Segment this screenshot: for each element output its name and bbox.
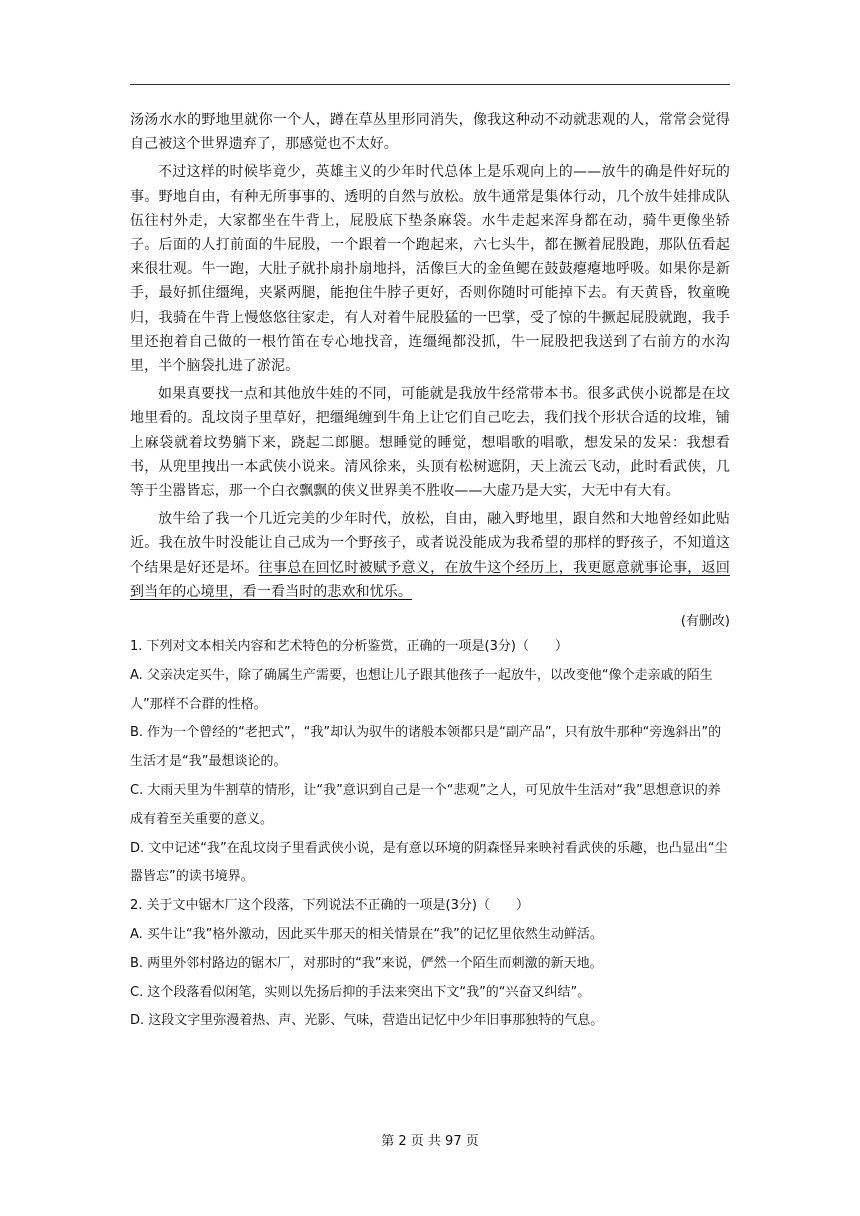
passage-paragraph-1: 汤汤水水的野地里就你一个人，蹲在草丛里形同消失，像我这种动不动就悲观的人，常常会觉得自己被这个世界遗弃了，那感觉也不太好。 (130, 112, 730, 153)
question-2-option-c: C. 这个段落看似闲笔，实则以先扬后抑的手法来突出下文“我”的“兴奋又纠结”。 (130, 984, 591, 1000)
question-1-stem: 1. 下列对文本相关内容和艺术特色的分析鉴赏，正确的一项是(3分)（ ） (130, 639, 568, 655)
question-2 (130, 892, 730, 1036)
question-1-option-a: A. 父亲决定买牛，除了确属生产需要，也想让儿子跟其他孩子一起放牛，以改变他“像个走亲戚的陌生人”那样不合群的性格。 (130, 667, 713, 712)
abridged-note: (有删改) (680, 614, 730, 630)
question-1-option-b: B. 作为一个曾经的“老把式”，“我”却认为驭牛的诸般本领都只是“副产品”，只有放牛那种“旁逸斜出”的生活才是“我”最想谈论的。 (130, 725, 722, 770)
page-number: 第 2 页 共 97 页 (381, 1134, 479, 1149)
paragraph-4-text: 放牛给了我一个几近完美的少年时代，放松，自由，融入野地里，跟自然和大地曾经如此贴近。我在放牛时没能让自己成为一个野孩子，或者说没能成为我希望的那样的野孩子，不知道这个结果是好还是坏。 (130, 511, 730, 576)
passage-paragraph-3: 如果真要找一点和其他放牛娃的不同，可能就是我放牛经常带本书。很多武侠小说都是在坟地里看的。乱坟岗子里草好，把缰绳缠到牛角上让它们自己吃去，我们找个形状合适的坟堆，铺上麻袋就着坟势躺下来，跷起二郎腿。想睡觉的睡觉，想唱歌的唱歌，想发呆的发呆：我想看书，从兜里拽出一本武侠小说来。清风徐来，头顶有松树遮阴，天上流云飞动，此时看武侠，几等于尘嚣皆忘，那一个白衣飘飘的侠义世界美不胜收——大虚乃是大实，大无中有大有。 (130, 386, 730, 500)
question-2-option-a: A. 买牛让“我”格外激动，因此买牛那天的相关情景在“我”的记忆里依然生动鲜活。 (130, 927, 603, 943)
header-rule (130, 84, 730, 85)
question-2-option-d: D. 这段文字里弥漫着热、声、光影、气味，营造出记忆中少年旧事那独特的气息。 (130, 1013, 604, 1029)
question-1-option-d: D. 文中记述“我”在乱坟岗子里看武侠小说，是有意以环境的阴森怪异来映衬看武侠的乐趣，也凸显出“尘嚣皆忘”的读书境界。 (130, 840, 728, 885)
passage-paragraph-4 (130, 507, 730, 604)
question-2-stem: 2. 关于文中锯木厂这个段落，下列说法不正确的一项是(3分)（ ） (130, 898, 529, 914)
passage-paragraph-2: 不过这样的时候毕竟少，英雄主义的少年时代总体上是乐观向上的——放牛的确是件好玩的事。野地自由，有种无所事事的、透明的自然与放松。放牛通常是集体行动，几个放牛娃排成队伍往村外走，大家都坐在牛背上，屁股底下垫条麻袋。水牛走起来浑身都在动，骑牛更像坐轿子。后面的人打前面的牛屁股，一个跟着一个跑起来，六七头牛，都在撅着屁股跑，那队伍看起来很壮观。牛一跑，大肚子就扑扇扑扇地抖，活像巨大的金鱼鳃在鼓鼓瘪瘪地呼吸。如果你是新手，最好抓住缰绳，夹紧两腿，能抱住牛脖子更好，否则你随时可能掉下去。有天黄昏，牧童晚归，我骑在牛背上慢悠悠往家走，有人对着牛屁股猛的一巴掌，受了惊的牛撅起屁股就跑，我手里还抱着自己做的一根竹笛在专心地找音，连缰绳都没抓，牛一屁股把我送到了右前方的水沟里，半个脑袋扎进了淤泥。 (130, 164, 730, 375)
question-1-option-c: C. 大雨天里为牛割草的情形，让“我”意识到自己是一个“悲观”之人，可见放牛生活对“我”思想意识的养成有着至关重要的意义。 (130, 783, 721, 827)
page-body (130, 108, 730, 1036)
underlined-sentence: 往事总在回忆时被赋予意义，在放牛这个经历上，我更愿意就事论事，返回到当年的心境里，看一看当时的悲欢和忧乐。 (130, 559, 730, 600)
question-2-option-b: B. 两里外邻村路边的锯木厂，对那时的“我”来说，俨然一个陌生而刺激的新天地。 (130, 955, 603, 971)
question-1 (130, 633, 730, 892)
